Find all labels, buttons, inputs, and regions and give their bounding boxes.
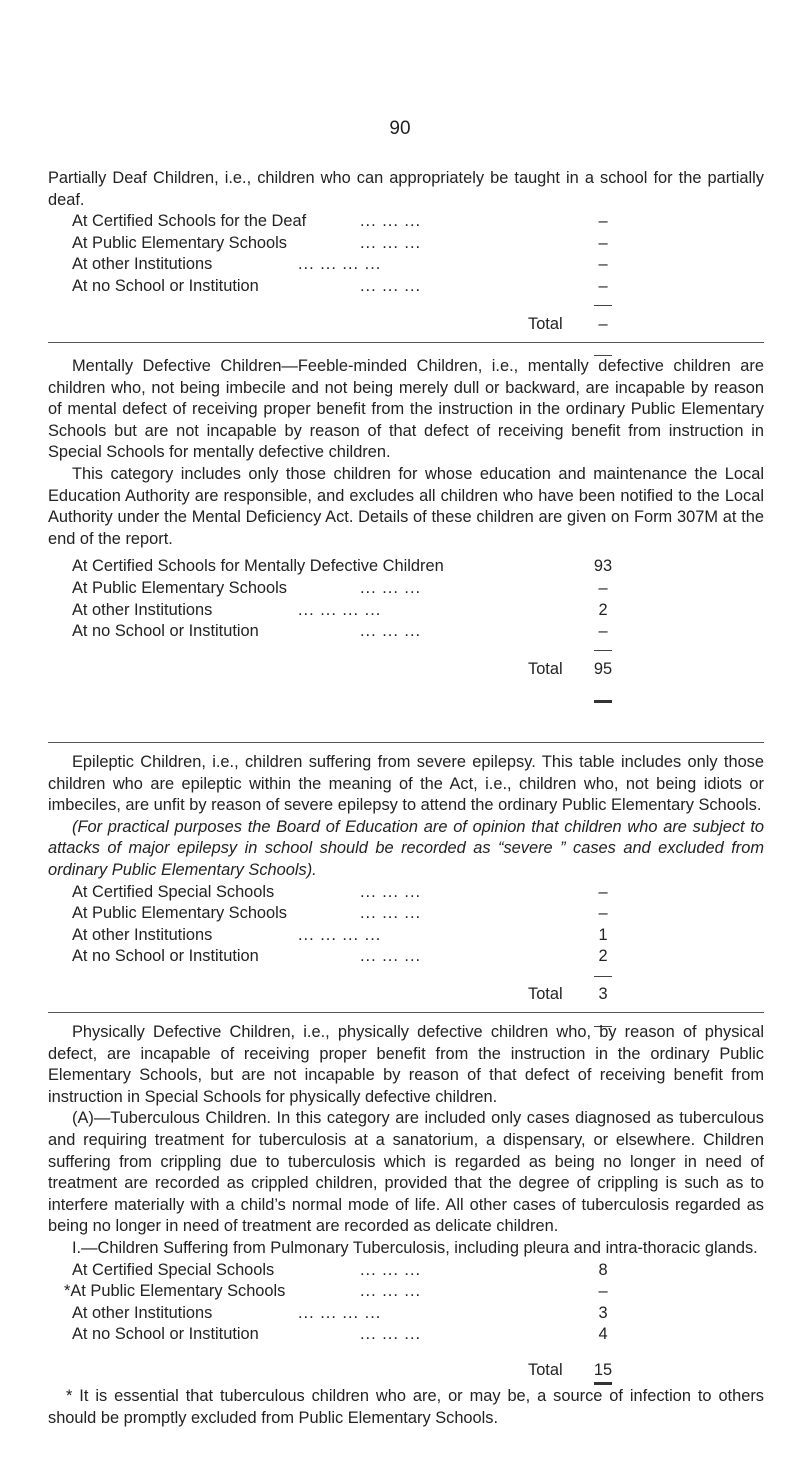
- table-row: [48, 556, 764, 578]
- row-dots: ... ... ...: [360, 276, 422, 295]
- table-row: [48, 1281, 764, 1303]
- table-row: [48, 233, 764, 255]
- row-dots: ... ... ...: [360, 904, 422, 923]
- physically-defective-para-3: [48, 1238, 764, 1260]
- para-text: I.—Children Suffering from Pulmonary Tuberculosis, including pleura and intra-thoracic glands.: [72, 1238, 758, 1257]
- total-value: 95: [593, 659, 613, 678]
- row-dots: ... ... ...: [360, 578, 422, 597]
- table-row: [48, 1303, 764, 1325]
- para-text: Epileptic Children, i.e., children suffering from severe epilepsy. This table includes only those children who are epileptic within the meaning of the Act, i.e., children who, not being idiots or imbeciles, are unfit by reason of severe epilepsy to attend the ordinary Public Elementary Schools.: [48, 753, 764, 815]
- total-row: [48, 312, 764, 336]
- row-label: At no School or Institution: [72, 947, 259, 966]
- page-number: 90: [389, 118, 411, 139]
- row-dots: ... ... ...: [360, 622, 422, 641]
- row-dots: ... ... ...: [360, 882, 422, 901]
- table-row: [48, 211, 764, 233]
- epileptic-section: [48, 752, 764, 1006]
- row-label: At other Institutions: [72, 925, 213, 944]
- row-value: –: [598, 578, 608, 597]
- table-row: [48, 925, 764, 947]
- total-value: –: [598, 314, 608, 333]
- row-value: –: [598, 1282, 608, 1301]
- physically-defective-section: [48, 1022, 764, 1429]
- row-dots: ... ... ...: [360, 233, 422, 252]
- table-row: [48, 578, 764, 600]
- epileptic-para-1: [48, 752, 764, 817]
- row-value: –: [598, 882, 608, 901]
- total-row: [48, 657, 764, 681]
- row-label: At other Institutions: [72, 600, 213, 619]
- row-dots: ... ... ...: [360, 947, 422, 966]
- row-value: –: [598, 233, 608, 252]
- mentally-defective-section: [48, 356, 764, 681]
- para-text: Physically Defective Children, i.e., physically defective children who, by reason of physical defect, are incapable of receiving proper benefit from the instruction in the ordinary Public Elementary Schools, but are not incapable by reason of that defect of receiving benefit from instruction in Special Schools for physically defective children.: [48, 1023, 764, 1106]
- row-value: –: [598, 255, 608, 274]
- section-divider: [48, 342, 764, 343]
- table-row: [48, 903, 764, 925]
- para-text: (For practical purposes the Board of Education are of opinion that children who are subject to attacks of major epilepsy in school should be recorded as “severe ” cases and excluded from ordinary Public Elementary Schools).: [48, 817, 764, 879]
- row-label: At Certified Special Schools: [72, 882, 275, 901]
- row-value: 3: [598, 1303, 608, 1322]
- table-row: [48, 946, 764, 968]
- row-value: 2: [598, 600, 608, 619]
- para-text: Mentally Defective Children—Feeble-minded Children, i.e., mentally defective children are children who, not being imbecile and not being merely dull or backward, are incapable by reason of mental defect of receiving proper benefit from the instruction in the ordinary Public Elementary Schools but are not incapable by reason of that defect of receiving benefit from instruction in Special Schools for mentally defective children.: [48, 357, 764, 462]
- total-row: [48, 1358, 764, 1382]
- total-label: Total: [528, 314, 563, 333]
- para-text: This category includes only those children for whose education and maintenance the Local Education Authority are responsible, and excludes all children who have been notified to the Local Authority under the Mental Deficiency Act. Details of these children are given on Form 307M at the end of the report.: [48, 464, 764, 548]
- total-value: 15: [593, 1360, 613, 1379]
- physically-defective-para-1: [48, 1022, 764, 1108]
- total-label: Total: [528, 984, 563, 1003]
- total-rule: [594, 1382, 612, 1385]
- row-value: 2: [598, 947, 608, 966]
- row-label: At no School or Institution: [72, 622, 259, 641]
- row-dots: ... ... ...: [360, 1325, 422, 1344]
- table-row: [48, 882, 764, 904]
- table-row: [48, 254, 764, 276]
- total-row: [48, 982, 764, 1006]
- row-value: –: [598, 276, 608, 295]
- section-divider: [48, 742, 764, 743]
- row-label: At other Institutions: [72, 1303, 213, 1322]
- row-dots: ... ... ... ...: [298, 600, 382, 619]
- row-value: 4: [598, 1325, 608, 1344]
- epileptic-table: [48, 882, 764, 1006]
- table-row: [48, 1324, 764, 1346]
- subtotal-rule: [594, 650, 612, 651]
- subtotal-rule: [594, 305, 612, 306]
- physically-defective-para-2: [48, 1108, 764, 1238]
- total-label: Total: [528, 659, 563, 678]
- row-label: At Public Elementary Schools: [72, 578, 287, 597]
- row-dots: ... ... ... ...: [298, 1303, 382, 1322]
- epileptic-para-2: [48, 817, 764, 882]
- row-label: At no School or Institution: [72, 276, 259, 295]
- row-value: –: [598, 622, 608, 641]
- row-dots: ... ... ...: [360, 1282, 422, 1301]
- row-dots: ... ... ... ...: [298, 925, 382, 944]
- section-divider: [48, 1012, 764, 1013]
- row-label: At Public Elementary Schools: [72, 233, 287, 252]
- table-row: [48, 600, 764, 622]
- row-label: At other Institutions: [72, 255, 213, 274]
- row-label: At Certified Special Schools: [72, 1260, 275, 1279]
- row-dots: ... ... ...: [360, 212, 422, 231]
- row-value: –: [598, 904, 608, 923]
- footnote: [48, 1386, 764, 1429]
- row-label: At Certified Schools for Mentally Defective Children: [72, 557, 444, 576]
- row-label: At Public Elementary Schools: [72, 904, 287, 923]
- subtotal-rule: [594, 976, 612, 977]
- physically-defective-table: [48, 1260, 764, 1382]
- table-row: [48, 1260, 764, 1282]
- para-text: (A)—Tuberculous Children. In this category are included only cases diagnosed as tuberculous and requiring treatment for tuberculosis at a sanatorium, a dispensary, or elsewhere. Children suffering from crippling due to tuberculosis which is regarded as being no longer in need of treatment are recorded as crippled children, provided that the degree of crippling is such as to interfere materially with a child’s normal mode of life. All other cases of tuberculosis regarded as being no longer in need of treatment are recorded as delicate children.: [48, 1109, 764, 1236]
- row-value: –: [598, 212, 608, 231]
- row-label: At no School or Institution: [72, 1325, 259, 1344]
- footnote-text: * It is essential that tuberculous children who are, or may be, a source of infection to others should be promptly excluded from Public Elementary Schools.: [48, 1386, 764, 1427]
- row-label: At Certified Schools for the Deaf: [72, 212, 307, 231]
- row-value: 8: [598, 1260, 608, 1279]
- partially-deaf-intro: Partially Deaf Children, i.e., children who can appropriately be taught in a school for the partially deaf.: [48, 169, 764, 209]
- partially-deaf-section: [48, 168, 764, 336]
- mentally-defective-para-1: [48, 356, 764, 464]
- row-dots: ... ... ...: [360, 1260, 422, 1279]
- partially-deaf-table: [48, 211, 764, 335]
- total-label: Total: [528, 1360, 563, 1379]
- row-value: 1: [598, 925, 608, 944]
- table-row: [48, 621, 764, 643]
- row-label: *At Public Elementary Schools: [64, 1282, 286, 1301]
- total-rule: [594, 700, 612, 703]
- row-dots: ... ... ... ...: [298, 255, 382, 274]
- mentally-defective-para-2: [48, 464, 764, 550]
- total-value: 3: [598, 984, 608, 1003]
- mentally-defective-table: [48, 556, 764, 680]
- row-value: 93: [593, 557, 613, 576]
- table-row: [48, 276, 764, 298]
